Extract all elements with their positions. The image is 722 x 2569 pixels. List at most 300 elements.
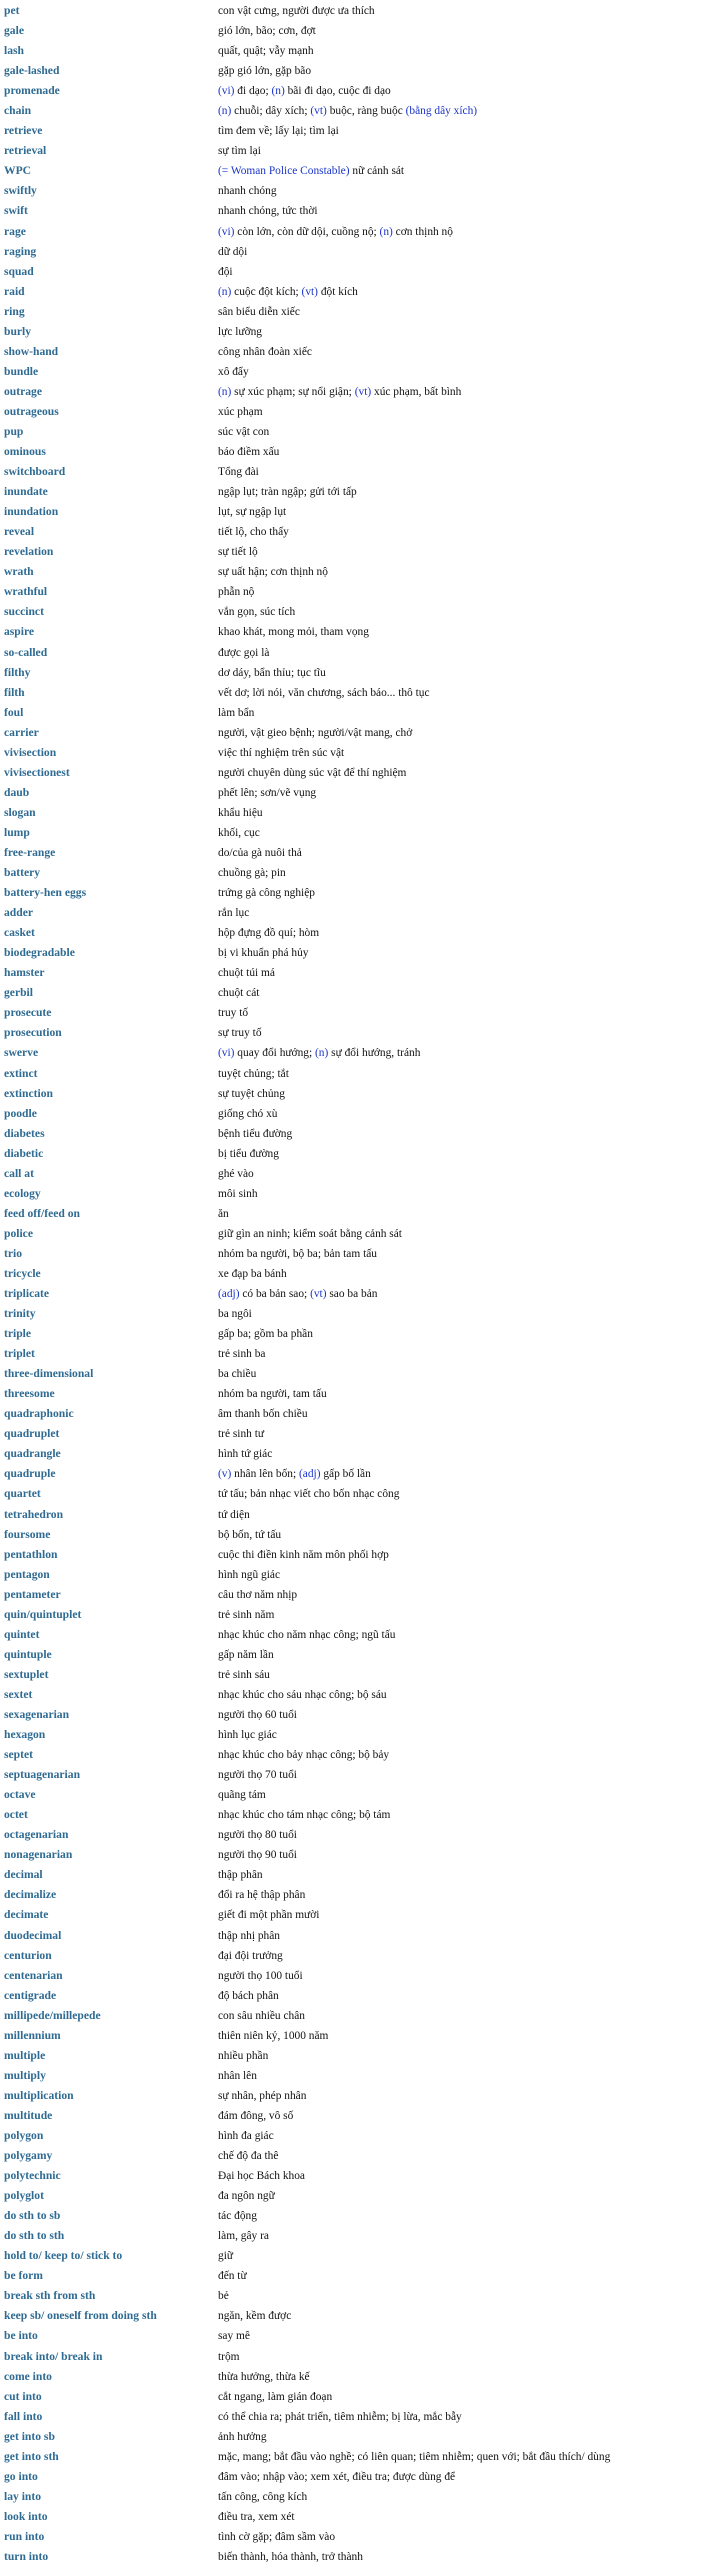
- vocabulary-definition: [218, 1484, 722, 1504]
- vocabulary-definition: [218, 1605, 722, 1625]
- definition-text: nhạc khúc cho năm nhạc công; ngũ tấu: [218, 1628, 396, 1641]
- part-of-speech-tag: (vi): [218, 1047, 235, 1060]
- vocabulary-definition: [218, 1966, 722, 1986]
- vocabulary-term: hold to/ keep to/ stick to: [4, 2249, 123, 2263]
- definition-text: nhanh chóng, tức thời: [218, 205, 318, 218]
- definition-text: thập phân: [218, 1869, 263, 1882]
- vocabulary-entry: [0, 1845, 722, 1865]
- definition-text: chuột túi má: [218, 967, 275, 980]
- vocabulary-definition: [218, 2507, 722, 2527]
- vocabulary-definition: [218, 1244, 722, 1264]
- vocabulary-term: hexagon: [4, 1728, 46, 1742]
- vocabulary-term: do sth to sb: [4, 2209, 61, 2223]
- vocabulary-entry: [0, 2367, 722, 2387]
- definition-text: tứ diện: [218, 1508, 250, 1521]
- part-of-speech-tag: (vt): [301, 285, 318, 298]
- vocabulary-definition: [218, 2266, 722, 2286]
- vocabulary-term: lump: [4, 825, 30, 839]
- definition-text: có thể chia ra; phát triển, tiêm nhiễm; bị lừa, mắc bẫy: [218, 2410, 462, 2423]
- vocabulary-entry: [0, 1765, 722, 1785]
- vocabulary-term: multiple: [4, 2048, 46, 2062]
- vocabulary-definition: [218, 1845, 722, 1865]
- vocabulary-definition: [218, 1665, 722, 1685]
- definition-text: đột kích: [317, 285, 358, 298]
- vocabulary-entry: [0, 382, 722, 402]
- definition-text: dữ dội: [218, 245, 248, 258]
- definition-text: do/của gà nuôi thả: [218, 846, 302, 859]
- vocabulary-definition: [218, 2086, 722, 2106]
- vocabulary-entry: [0, 262, 722, 282]
- vocabulary-entry: [0, 663, 722, 683]
- vocabulary-definition: [218, 2447, 722, 2467]
- definition-text: vắn gọn, súc tích: [218, 606, 296, 619]
- definition-text: tiết lộ, cho thấy: [218, 526, 289, 539]
- vocabulary-term: outrageous: [4, 404, 59, 418]
- vocabulary-entry: [0, 643, 722, 663]
- vocabulary-entry: [0, 562, 722, 582]
- vocabulary-term: look into: [4, 2509, 48, 2523]
- vocabulary-term: threesome: [4, 1387, 55, 1401]
- vocabulary-term: extinct: [4, 1066, 38, 1080]
- definition-text: chuỗi; dây xích;: [231, 105, 311, 118]
- vocabulary-definition: [218, 1745, 722, 1765]
- definition-text: cơn thịnh nộ: [392, 225, 453, 238]
- vocabulary-definition: [218, 422, 722, 442]
- vocabulary-entry: [0, 683, 722, 703]
- vocabulary-term: polyglot: [4, 2189, 44, 2203]
- vocabulary-definition: [218, 703, 722, 723]
- definition-text: đâm vào; nhập vào; xem xét, điều tra; được dùng để: [218, 2470, 456, 2483]
- vocabulary-entry: [0, 502, 722, 522]
- vocabulary-entry: [0, 1344, 722, 1364]
- definition-text: phẫn nộ: [218, 586, 255, 599]
- vocabulary-entry: [0, 161, 722, 181]
- vocabulary-entry: [0, 1685, 722, 1705]
- vocabulary-term: keep sb/ oneself from doing sth: [4, 2309, 157, 2323]
- vocabulary-entry: [0, 2226, 722, 2246]
- vocabulary-term: quartet: [4, 1487, 41, 1501]
- vocabulary-entry: [0, 1905, 722, 1925]
- vocabulary-term: adder: [4, 906, 33, 920]
- definition-text: say mê: [218, 2330, 250, 2343]
- definition-text: thập nhị phân: [218, 1929, 281, 1942]
- vocabulary-entry: [0, 2066, 722, 2086]
- vocabulary-term: quadraphonic: [4, 1407, 74, 1421]
- vocabulary-term: call at: [4, 1166, 34, 1180]
- vocabulary-entry: [0, 863, 722, 883]
- vocabulary-entry: [0, 622, 722, 642]
- definition-text: xúc phạm, bất bình: [371, 385, 462, 398]
- definition-text: sự tìm lại: [218, 145, 261, 158]
- vocabulary-term: quadruple: [4, 1467, 56, 1481]
- vocabulary-definition: [218, 743, 722, 763]
- definition-text: làm, gây ra: [218, 2230, 269, 2243]
- vocabulary-definition: [218, 201, 722, 221]
- definition-text: vết dơ; lời nói, văn chương, sách báo... thô tục: [218, 686, 430, 699]
- vocabulary-definition: [218, 21, 722, 41]
- vocabulary-entry: [0, 2326, 722, 2346]
- vocabulary-term: duodecimal: [4, 1928, 62, 1942]
- vocabulary-entry: [0, 1043, 722, 1063]
- vocabulary-definition: [218, 1224, 722, 1244]
- definition-text: tấn công, công kích: [218, 2490, 308, 2503]
- vocabulary-entry: [0, 1384, 722, 1404]
- vocabulary-entry: [0, 1204, 722, 1224]
- vocabulary-term: retrieval: [4, 144, 47, 158]
- vocabulary-definition: [218, 2066, 722, 2086]
- vocabulary-term: filthy: [4, 665, 31, 679]
- part-of-speech-tag: (vt): [310, 1288, 327, 1301]
- vocabulary-term: decimal: [4, 1868, 43, 1882]
- vocabulary-term: octet: [4, 1808, 28, 1822]
- definition-text: Đại học Bách khoa: [218, 2170, 305, 2183]
- vocabulary-term: octave: [4, 1788, 36, 1802]
- vocabulary-term: raid: [4, 284, 25, 298]
- vocabulary-definition: [218, 2206, 722, 2226]
- vocabulary-entry: [0, 422, 722, 442]
- vocabulary-entry: [0, 121, 722, 141]
- vocabulary-entry: [0, 1525, 722, 1545]
- vocabulary-entry: [0, 322, 722, 342]
- vocabulary-term: centurion: [4, 1948, 52, 1962]
- vocabulary-definition: [218, 883, 722, 903]
- part-of-speech-tag: (n): [218, 285, 232, 298]
- vocabulary-entry: [0, 462, 722, 482]
- vocabulary-entry: [0, 2166, 722, 2186]
- definition-text: ăn: [218, 1207, 229, 1220]
- vocabulary-definition: [218, 2387, 722, 2407]
- vocabulary-definition: [218, 1264, 722, 1284]
- definition-text: con vật cưng, người được ưa thích: [218, 5, 375, 18]
- vocabulary-entry: [0, 1404, 722, 1424]
- vocabulary-definition: [218, 1685, 722, 1705]
- vocabulary-entry: [0, 2407, 722, 2427]
- definition-text: người thọ 60 tuổi: [218, 1709, 297, 1721]
- vocabulary-entry: [0, 2306, 722, 2326]
- vocabulary-entry: [0, 2146, 722, 2166]
- definition-text: đội: [218, 265, 233, 278]
- vocabulary-definition: [218, 1505, 722, 1525]
- vocabulary-definition: [218, 2126, 722, 2146]
- vocabulary-entry: [0, 1084, 722, 1104]
- part-of-speech-tag: (bằng dây xích): [405, 105, 478, 118]
- part-of-speech-tag: (adj): [299, 1468, 321, 1481]
- vocabulary-entry: [0, 1, 722, 21]
- vocabulary-definition: [218, 2046, 722, 2066]
- vocabulary-entry: [0, 2387, 722, 2407]
- vocabulary-term: trio: [4, 1246, 23, 1260]
- vocabulary-term: succinct: [4, 605, 44, 619]
- definition-text: làm bẩn: [218, 706, 255, 719]
- vocabulary-definition: [218, 1404, 722, 1424]
- definition-text: quãng tám: [218, 1789, 266, 1802]
- definition-text: khao khát, mong mỏi, tham vọng: [218, 626, 369, 639]
- vocabulary-term: free-range: [4, 845, 56, 859]
- vocabulary-term: foursome: [4, 1527, 51, 1541]
- vocabulary-term: vivisectionest: [4, 765, 70, 779]
- vocabulary-entry: [0, 963, 722, 983]
- definition-text: sự xúc phạm; sự nổi giận;: [231, 385, 355, 398]
- vocabulary-term: triplet: [4, 1347, 35, 1361]
- vocabulary-entry: [0, 1926, 722, 1946]
- definition-text: xe đạp ba bánh: [218, 1267, 287, 1280]
- definition-text: thừa hưởng, thừa kế: [218, 2370, 310, 2383]
- vocabulary-term: triplicate: [4, 1287, 50, 1301]
- definition-text: tìm đem về; lấy lại; tìm lại: [218, 125, 339, 138]
- vocabulary-term: multitude: [4, 2108, 53, 2122]
- vocabulary-definition: [218, 562, 722, 582]
- definition-text: độ bách phân: [218, 1989, 279, 2002]
- vocabulary-term: rage: [4, 224, 26, 238]
- definition-text: giống chó xù: [218, 1107, 278, 1120]
- definition-text: người thọ 100 tuổi: [218, 1969, 303, 1982]
- vocabulary-entry: [0, 1946, 722, 1966]
- vocabulary-definition: [218, 1104, 722, 1124]
- part-of-speech-tag: (vi): [218, 85, 235, 98]
- vocabulary-definition: [218, 522, 722, 542]
- vocabulary-term: centenarian: [4, 1968, 63, 1982]
- vocabulary-definition: [218, 2427, 722, 2447]
- definition-text: nhanh chóng: [218, 185, 277, 198]
- part-of-speech-tag: (v): [218, 1468, 232, 1481]
- vocabulary-entry: [0, 1444, 722, 1464]
- vocabulary-term: raging: [4, 244, 37, 258]
- vocabulary-definition: [218, 1645, 722, 1665]
- vocabulary-definition: [218, 2246, 722, 2266]
- vocabulary-entry: [0, 1865, 722, 1885]
- definition-text: xúc phạm: [218, 405, 263, 418]
- vocabulary-term: battery-hen eggs: [4, 886, 87, 900]
- vocabulary-definition: [218, 161, 722, 181]
- vocabulary-definition: [218, 1084, 722, 1104]
- definition-text: bệnh tiểu đường: [218, 1127, 293, 1140]
- vocabulary-entry: [0, 1625, 722, 1645]
- vocabulary-entry: [0, 41, 722, 61]
- vocabulary-term: ominous: [4, 445, 46, 459]
- vocabulary-entry: [0, 1565, 722, 1585]
- vocabulary-definition: [218, 602, 722, 622]
- vocabulary-entry: [0, 763, 722, 783]
- vocabulary-term: gerbil: [4, 986, 33, 1000]
- vocabulary-term: promenade: [4, 84, 60, 98]
- vocabulary-term: bundle: [4, 364, 39, 378]
- vocabulary-definition: [218, 101, 722, 121]
- vocabulary-term: be into: [4, 2329, 38, 2343]
- vocabulary-definition: [218, 1825, 722, 1845]
- vocabulary-definition: [218, 1865, 722, 1885]
- vocabulary-term: septuagenarian: [4, 1768, 81, 1782]
- vocabulary-definition: [218, 963, 722, 983]
- vocabulary-definition: [218, 2166, 722, 2186]
- vocabulary-term: triple: [4, 1327, 32, 1341]
- definition-text: sao ba bản: [326, 1288, 378, 1301]
- vocabulary-term: multiply: [4, 2068, 46, 2082]
- vocabulary-definition: [218, 1585, 722, 1605]
- vocabulary-entry: [0, 442, 722, 462]
- definition-text: lụt, sự ngập lụt: [218, 506, 287, 519]
- vocabulary-entry: [0, 943, 722, 963]
- vocabulary-term: go into: [4, 2469, 38, 2483]
- vocabulary-term: casket: [4, 926, 35, 940]
- vocabulary-entry: [0, 1464, 722, 1484]
- definition-text: súc vật con: [218, 426, 270, 438]
- vocabulary-definition: [218, 482, 722, 502]
- vocabulary-term: reveal: [4, 525, 35, 539]
- vocabulary-term: decimalize: [4, 1888, 57, 1902]
- vocabulary-entry: [0, 883, 722, 903]
- vocabulary-definition: [218, 462, 722, 482]
- vocabulary-definition: [218, 1364, 722, 1384]
- vocabulary-entry: [0, 1785, 722, 1805]
- definition-text: sự tiết lộ: [218, 546, 258, 559]
- vocabulary-entry: [0, 1645, 722, 1665]
- part-of-speech-tag: (vt): [310, 105, 327, 118]
- vocabulary-entry: [0, 1124, 722, 1144]
- vocabulary-definition: [218, 1565, 722, 1585]
- definition-text: lực lưỡng: [218, 325, 262, 338]
- vocabulary-term: battery: [4, 866, 41, 880]
- definition-text: người chuyên dùng súc vật để thí nghiệm: [218, 766, 407, 779]
- vocabulary-term: break into/ break in: [4, 2349, 103, 2363]
- vocabulary-entry: [0, 2487, 722, 2507]
- vocabulary-entry: [0, 703, 722, 723]
- vocabulary-entry: [0, 582, 722, 602]
- vocabulary-term: decimate: [4, 1908, 49, 1922]
- definition-text: đi dạo;: [234, 85, 272, 98]
- definition-text: bãi đi dạo, cuộc đi dạo: [284, 85, 391, 98]
- vocabulary-entry: [0, 903, 722, 923]
- definition-text: trẻ sinh năm: [218, 1608, 275, 1621]
- vocabulary-definition: [218, 843, 722, 863]
- vocabulary-term: biodegradable: [4, 946, 75, 960]
- vocabulary-entry: [0, 743, 722, 763]
- definition-text: nữ cảnh sát: [349, 165, 405, 178]
- vocabulary-definition: [218, 1424, 722, 1444]
- vocabulary-term: pentathlon: [4, 1547, 58, 1561]
- vocabulary-term: millennium: [4, 2028, 61, 2042]
- vocabulary-definition: [218, 723, 722, 743]
- vocabulary-entry: [0, 723, 722, 743]
- definition-text: mặc, mang; bắt đầu vào nghề; có liên quan; tiêm nhiễm; quen với; bắt đầu thích/ dùng: [218, 2450, 611, 2463]
- definition-text: bị vi khuẩn phá hủy: [218, 947, 309, 960]
- vocabulary-definition: [218, 783, 722, 803]
- vocabulary-definition: [218, 763, 722, 783]
- vocabulary-definition: [218, 1986, 722, 2006]
- vocabulary-definition: [218, 2286, 722, 2306]
- vocabulary-entry: [0, 1505, 722, 1525]
- vocabulary-definition: [218, 282, 722, 302]
- definition-text: sự đổi hướng, tránh: [328, 1047, 421, 1060]
- vocabulary-term: lay into: [4, 2489, 42, 2503]
- definition-text: môi sinh: [218, 1187, 258, 1200]
- vocabulary-definition: [218, 1164, 722, 1184]
- vocabulary-definition: [218, 2547, 722, 2567]
- vocabulary-entry: [0, 1885, 722, 1905]
- vocabulary-definition: [218, 1064, 722, 1084]
- definition-text: trẻ sinh ba: [218, 1348, 266, 1361]
- vocabulary-term: sextuplet: [4, 1667, 49, 1681]
- vocabulary-term: do sth to sth: [4, 2229, 65, 2243]
- vocabulary-definition: [218, 823, 722, 843]
- vocabulary-definition: [218, 1304, 722, 1324]
- vocabulary-term: pet: [4, 4, 20, 18]
- definition-text: công nhân đoàn xiếc: [218, 345, 312, 358]
- vocabulary-definition: [218, 1946, 722, 1966]
- definition-text: có ba bản sao;: [239, 1288, 311, 1301]
- vocabulary-term: outrage: [4, 384, 42, 398]
- vocabulary-term: diabetes: [4, 1126, 45, 1140]
- vocabulary-entry: [0, 1144, 722, 1164]
- vocabulary-entry: [0, 1264, 722, 1284]
- vocabulary-definition: [218, 1785, 722, 1805]
- definition-text: hình đa giác: [218, 2129, 274, 2142]
- vocabulary-definition: [218, 1023, 722, 1043]
- definition-text: trộm: [218, 2350, 240, 2363]
- vocabulary-definition: [218, 121, 722, 141]
- vocabulary-definition: [218, 1805, 722, 1825]
- vocabulary-definition: [218, 362, 722, 382]
- vocabulary-definition: [218, 1705, 722, 1725]
- vocabulary-definition: [218, 2006, 722, 2026]
- vocabulary-entry: [0, 2447, 722, 2467]
- definition-text: câu thơ năm nhịp: [218, 1588, 298, 1601]
- vocabulary-term: three-dimensional: [4, 1367, 94, 1381]
- vocabulary-definition: [218, 1444, 722, 1464]
- vocabulary-term: quintet: [4, 1627, 40, 1641]
- vocabulary-term: filth: [4, 685, 25, 699]
- definition-text: tác động: [218, 2210, 257, 2223]
- vocabulary-definition: [218, 1124, 722, 1144]
- vocabulary-definition: [218, 663, 722, 683]
- vocabulary-definition: [218, 1003, 722, 1023]
- definition-text: nhóm ba người, bộ ba; bản tam tấu: [218, 1247, 377, 1260]
- vocabulary-term: cut into: [4, 2389, 42, 2403]
- vocabulary-definition: [218, 2527, 722, 2547]
- definition-text: đại đội trưởng: [218, 1949, 283, 1962]
- vocabulary-definition: [218, 1926, 722, 1946]
- definition-text: đám đông, vô số: [218, 2109, 294, 2122]
- vocabulary-entry: [0, 2286, 722, 2306]
- vocabulary-entry: [0, 101, 722, 121]
- vocabulary-term: chain: [4, 104, 32, 118]
- part-of-speech-tag: (n): [315, 1047, 329, 1060]
- vocabulary-term: centigrade: [4, 1988, 57, 2002]
- vocabulary-definition: [218, 61, 722, 81]
- definition-text: xô đẩy: [218, 365, 249, 378]
- part-of-speech-tag: (n): [218, 385, 232, 398]
- vocabulary-entry: [0, 222, 722, 242]
- vocabulary-entry: [0, 201, 722, 221]
- definition-text: bị tiểu đường: [218, 1147, 279, 1160]
- vocabulary-entry: [0, 843, 722, 863]
- part-of-speech-tag: (n): [271, 85, 285, 98]
- vocabulary-entry: [0, 1665, 722, 1685]
- vocabulary-term: inundation: [4, 505, 59, 519]
- vocabulary-definition: [218, 2146, 722, 2166]
- vocabulary-term: get into sb: [4, 2429, 55, 2443]
- definition-text: giữ: [218, 2250, 234, 2263]
- vocabulary-entry: [0, 402, 722, 422]
- vocabulary-definition: [218, 1344, 722, 1364]
- vocabulary-term: come into: [4, 2369, 52, 2383]
- part-of-speech-tag: (= Woman Police Constable): [218, 165, 350, 178]
- definition-text: chuột cát: [218, 987, 260, 1000]
- vocabulary-term: nonagenarian: [4, 1848, 73, 1862]
- vocabulary-definition: [218, 863, 722, 883]
- vocabulary-term: show-hand: [4, 344, 59, 358]
- definition-text: trứng gà công nghiệp: [218, 887, 315, 900]
- definition-text: gấp năm lần: [218, 1648, 274, 1661]
